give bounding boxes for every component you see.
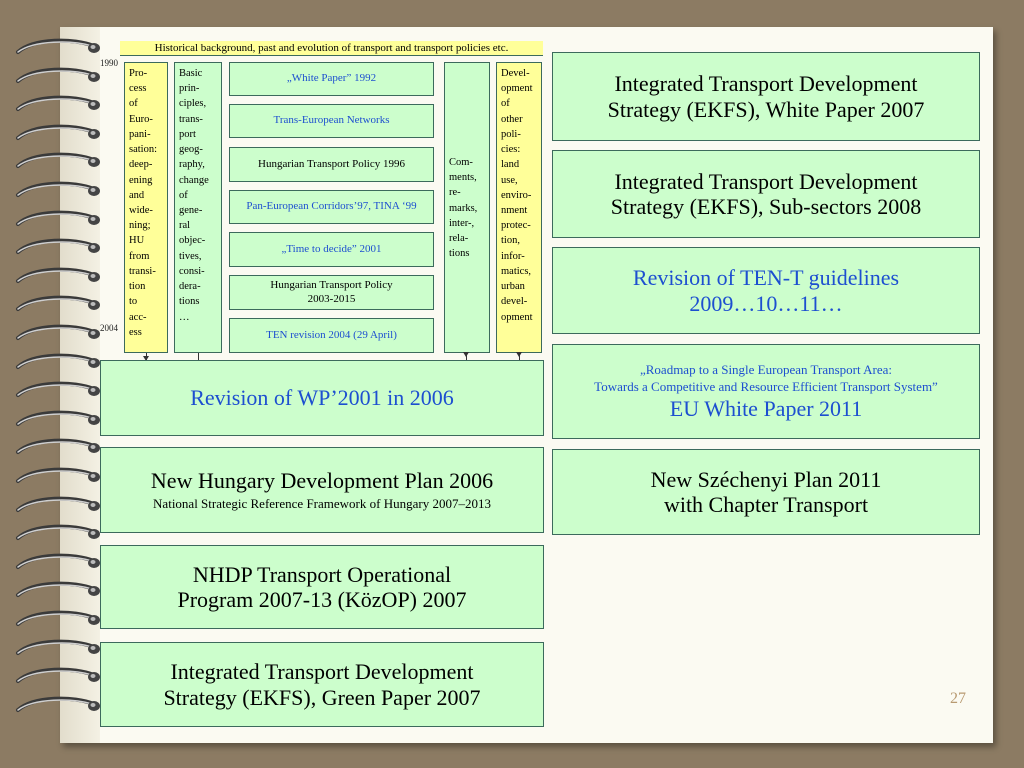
arrow-line xyxy=(198,353,199,360)
timeline-item: Hungarian Transport Policy 2003-2015 xyxy=(229,275,434,310)
spiral-ring-icon xyxy=(4,579,100,601)
spiral-ring-icon xyxy=(4,65,100,87)
roadmap-subtitle: „Roadmap to a Single European Transport Area: Towards a Competitive and Resource Efficient Transport System” xyxy=(594,361,938,394)
ekfs-sub-sectors-box: Integrated Transport Development Strategy (EKFS), Sub-sectors 2008 xyxy=(552,150,980,238)
spiral-ring-icon xyxy=(4,408,100,430)
header-bar: Historical background, past and evolution of transport and transport policies etc. xyxy=(120,41,543,56)
nhdp-transport-box: NHDP Transport Operational Program 2007-13 (KözOP) 2007 xyxy=(100,545,544,629)
column-other-policies: Devel- opment of other poli- cies: land use, enviro- nment protec- tion, infor- matics, urban devel- opment xyxy=(496,62,542,353)
spiral-ring-icon xyxy=(4,665,100,687)
ten-t-revision-box: Revision of TEN-T guidelines 2009…10…11… xyxy=(552,247,980,334)
revision-wp-box: Revision of WP’2001 in 2006 xyxy=(100,360,544,436)
spiral-ring-icon xyxy=(4,351,100,373)
spiral-ring-icon xyxy=(4,236,100,258)
timeline-item: „White Paper” 1992 xyxy=(229,62,434,96)
spiral-ring-icon xyxy=(4,551,100,573)
spiral-ring-icon xyxy=(4,637,100,659)
szechenyi-plan-box: New Széchenyi Plan 2011 with Chapter Transport xyxy=(552,449,980,535)
ekfs-green-paper-box: Integrated Transport Development Strategy (EKFS), Green Paper 2007 xyxy=(100,642,544,727)
timeline-item: TEN revision 2004 (29 April) xyxy=(229,318,434,353)
timeline-item: „Time to decide” 2001 xyxy=(229,232,434,267)
nhdp-subtitle: National Strategic Reference Framework of Hungary 2007–2013 xyxy=(153,495,491,511)
eu-white-paper-box xyxy=(552,344,980,439)
timeline-item: Hungarian Transport Policy 1996 xyxy=(229,147,434,182)
column-process: Pro- cess of Euro- pani- sation: deep- ening and wide- ning; HU from transi- tion to acc- ess xyxy=(124,62,168,353)
page-number: 27 xyxy=(950,690,966,707)
spiral-ring-icon xyxy=(4,150,100,172)
spiral-ring-icon xyxy=(4,694,100,716)
nhdp-title: New Hungary Development Plan 2006 xyxy=(150,468,494,494)
spiral-ring-icon xyxy=(4,494,100,516)
spiral-ring-icon xyxy=(4,465,100,487)
year-start: 1990 xyxy=(100,58,118,68)
nhdp-box xyxy=(100,447,544,533)
spiral-ring-icon xyxy=(4,522,100,544)
ekfs-white-paper-box: Integrated Transport Development Strategy (EKFS), White Paper 2007 xyxy=(552,52,980,141)
timeline-item: Trans-European Networks xyxy=(229,104,434,138)
spiral-ring-icon xyxy=(4,293,100,315)
spiral-ring-icon xyxy=(4,208,100,230)
spiral-ring-icon xyxy=(4,179,100,201)
arrow-head xyxy=(463,352,469,357)
year-end: 2004 xyxy=(100,323,118,333)
eu-white-paper-title: EU White Paper 2011 xyxy=(669,395,863,421)
column-basic-principles: Basic prin- ciples, trans- port geog- raphy, change of gene- ral objec- tives, consi- dera- tions … xyxy=(174,62,222,353)
spiral-ring-icon xyxy=(4,379,100,401)
spiral-ring-icon xyxy=(4,608,100,630)
arrow-head xyxy=(516,352,522,357)
spiral-ring-icon xyxy=(4,93,100,115)
spiral-ring-icon xyxy=(4,265,100,287)
timeline-item: Pan-European Corridors’97, TINA ‘99 xyxy=(229,190,434,224)
column-comments: Com- ments, re- marks, inter-, rela- tions xyxy=(444,62,490,353)
spiral-ring-icon xyxy=(4,322,100,344)
spiral-ring-icon xyxy=(4,436,100,458)
spiral-ring-icon xyxy=(4,36,100,58)
spiral-ring-icon xyxy=(4,122,100,144)
